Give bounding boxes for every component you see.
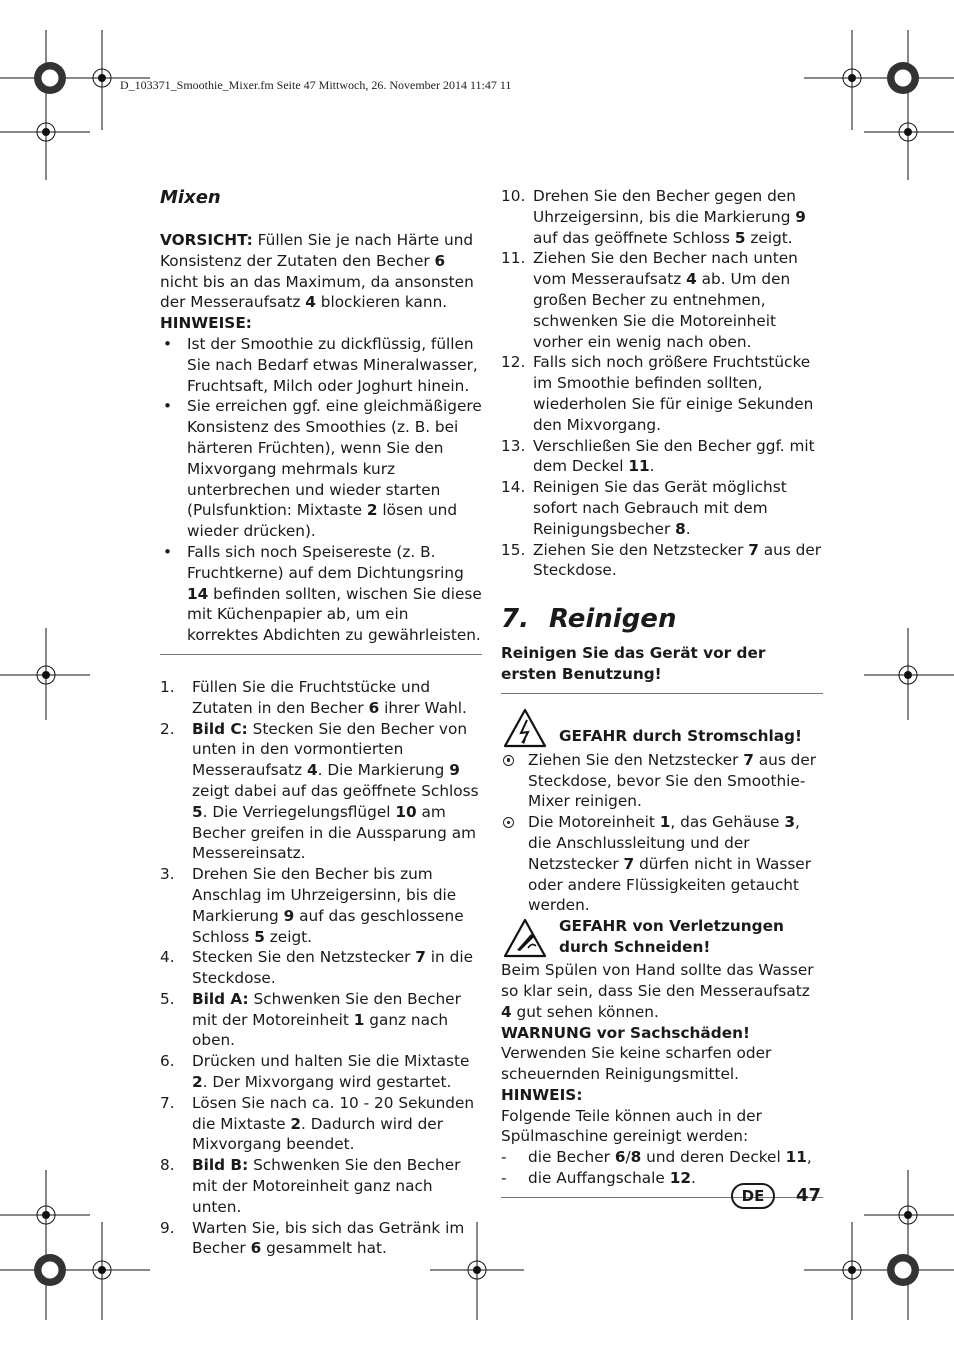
list-item: 10. Drehen Sie den Becher gegen den Uhrzeigersinn, bis die Markierung 9 auf das geöffnete Schloss 5 zeigt. bbox=[501, 187, 806, 247]
list-item: 12. Falls sich noch größere Fruchtstücke im Smoothie befinden sollten, wiederholen Sie für einige Sekunden den Mixvorgang. bbox=[501, 353, 814, 434]
damage-warning-title: WARNUNG vor Sachschäden! bbox=[501, 1023, 750, 1042]
cleaning-intro: Reinigen Sie das Gerät vor der ersten Benutzung! bbox=[501, 644, 766, 683]
shock-warning-title: GEFAHR durch Stromschlag! bbox=[559, 726, 802, 745]
section-title: Reinigen bbox=[549, 604, 677, 635]
list-item: 3. Drehen Sie den Becher bis zum Anschlag im Uhrzeigersinn, bis die Markierung 9 auf das geschlossene Schloss 5 zeigt. bbox=[160, 865, 464, 946]
electric-shock-warning-icon bbox=[503, 708, 547, 748]
list-item: Die Motoreinheit 1, das Gehäuse 3, die Anschlussleitung und der Netzstecker 7 dürfen nicht in Wasser oder andere Flüssigkeiten getaucht werden. bbox=[501, 812, 823, 916]
damage-warning-text: Verwenden Sie keine scharfen oder scheuernden Reinigungsmittel. bbox=[501, 1044, 772, 1084]
list-item: • Sie erreichen ggf. eine gleichmäßigere Konsistenz des Smoothies (z. B. bei härteren Früchten), wenn Sie den Mixvorgang mehrmals kurz unterbrechen und wieder starten (Pulsfunktion: Mixtaste 2 lösen und wieder drücken). bbox=[160, 396, 482, 542]
hint-label: HINWEIS: bbox=[501, 1085, 583, 1104]
list-item: 9. Warten Sie, bis sich das Getränk im Becher 6 gesammelt hat. bbox=[160, 1218, 465, 1258]
list-item: 15. Ziehen Sie den Netzstecker 7 aus der Steckdose. bbox=[501, 540, 822, 580]
list-item: - die Becher 6/8 und deren Deckel 11, bbox=[501, 1147, 823, 1168]
list-item: 13. Verschließen Sie den Becher ggf. mit dem Deckel 11. bbox=[501, 436, 815, 476]
caution-paragraph: VORSICHT: Füllen Sie je nach Härte und Konsistenz der Zutaten den Becher 6 nicht bis an das Maximum, da ansonsten der Messeraufsatz 4 blockieren kann. bbox=[160, 231, 474, 312]
file-header: D_103371_Smoothie_Mixer.fm Seite 47 Mittwoch, 26. November 2014 11:47 11 bbox=[120, 78, 512, 92]
left-column bbox=[160, 186, 482, 1259]
instruction-bullet-icon bbox=[503, 755, 514, 766]
dishwasher-parts-list bbox=[501, 1147, 823, 1189]
page-number: 47 bbox=[796, 1185, 822, 1206]
list-item: 11. Ziehen Sie den Becher nach unten vom Messeraufsatz 4 ab. Um den großen Becher zu entnehmen, schwenken Sie die Motoreinheit vorher ein wenig nach oben. bbox=[501, 249, 798, 351]
list-item: 1. Füllen Sie die Fruchtstücke und Zutaten in den Becher 6 ihrer Wahl. bbox=[160, 677, 467, 717]
mixing-steps-continued bbox=[501, 186, 823, 581]
section-heading-mixen: Mixen bbox=[160, 187, 221, 208]
list-item: 14. Reinigen Sie das Gerät möglichst sofort nach Gebrauch mit dem Reinigungsbecher 8. bbox=[501, 478, 787, 538]
list-item: 4. Stecken Sie den Netzstecker 7 in die Steckdose. bbox=[160, 948, 473, 988]
list-item: • Falls sich noch Speisereste (z. B. Fruchtkerne) auf dem Dichtungsring 14 befinden sollten, wischen Sie diese mit Küchenpapier ab, um ein korrektes Abdichten zu gewährleisten. bbox=[160, 542, 482, 646]
section-heading-reinigen bbox=[501, 601, 823, 637]
cut-hazard-warning-icon bbox=[503, 918, 547, 958]
list-item: 7. Lösen Sie nach ca. 10 - 20 Sekunden die Mixtaste 2. Dadurch wird der Mixvorgang beendet. bbox=[160, 1093, 475, 1154]
list-item: Ziehen Sie den Netzstecker 7 aus der Steckdose, bevor Sie den Smoothie-Mixer reinigen. bbox=[501, 750, 823, 812]
right-column bbox=[501, 186, 823, 1198]
list-item: 5. Bild A: Schwenken Sie den Becher mit der Motoreinheit 1 ganz nach oben. bbox=[160, 989, 461, 1050]
language-badge: DE bbox=[731, 1183, 775, 1209]
instruction-bullet-icon bbox=[503, 817, 514, 828]
hint-text: Folgende Teile können auch in der Spülmaschine gereinigt werden: bbox=[501, 1106, 762, 1146]
list-item: 2. Bild C: Stecken Sie den Becher von unten in den vormontierten Messeraufsatz 4. Die Markierung 9 zeigt dabei auf das geöffnete Schloss 5. Die Verriegelungsflügel 10 am Becher greifen in die Aussparung am Messereinsatz. bbox=[160, 719, 479, 863]
hints-list bbox=[160, 334, 482, 646]
list-item: 8. Bild B: Schwenken Sie den Becher mit der Motoreinheit ganz nach unten. bbox=[160, 1156, 461, 1216]
shock-warning-list bbox=[501, 750, 823, 916]
list-item: 6. Drücken und halten Sie die Mixtaste 2. Der Mixvorgang wird gestartet. bbox=[160, 1052, 470, 1092]
cut-warning-text: Beim Spülen von Hand sollte das Wasser so klar sein, dass Sie den Messeraufsatz 4 gut sehen können. bbox=[501, 961, 814, 1021]
cut-warning bbox=[501, 916, 823, 960]
mixing-steps bbox=[160, 677, 482, 1259]
list-item: - die Auffangschale 12. bbox=[501, 1168, 823, 1189]
shock-warning bbox=[501, 706, 823, 750]
hints-label: HINWEISE: bbox=[160, 314, 252, 333]
list-item: • Ist der Smoothie zu dickflüssig, füllen Sie nach Bedarf etwas Mineralwasser, Fruchtsaft, Milch oder Joghurt hinein. bbox=[160, 334, 482, 396]
section-number: 7. bbox=[501, 604, 529, 635]
cut-warning-title: GEFAHR von Verletzungen durch Schneiden! bbox=[559, 917, 784, 956]
